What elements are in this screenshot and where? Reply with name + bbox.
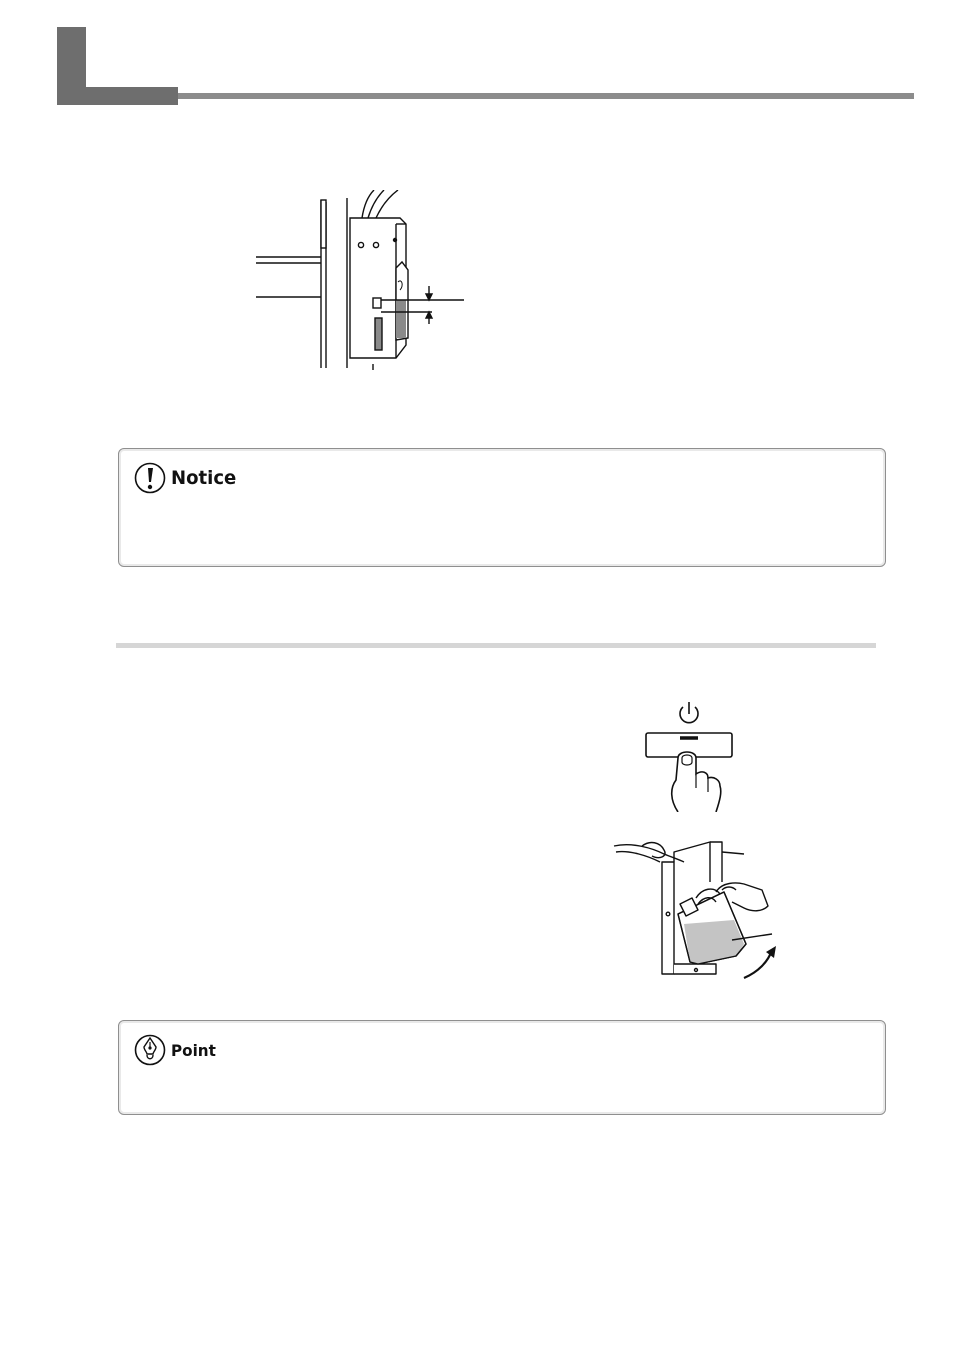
drain-bottle-removal-illustration xyxy=(612,832,780,982)
section-divider xyxy=(116,643,876,648)
chapter-tab-notch xyxy=(86,27,178,87)
notice-box xyxy=(118,448,886,567)
notice-title: Notice xyxy=(171,467,237,489)
point-box xyxy=(118,1020,886,1115)
point-title: Point xyxy=(171,1040,216,1060)
power-icon xyxy=(680,702,698,723)
power-button-illustration xyxy=(640,700,740,812)
exclamation-icon xyxy=(133,461,167,495)
header-rule xyxy=(178,93,914,99)
pen-nib-icon xyxy=(133,1033,167,1067)
drain-bottle-side-illustration xyxy=(250,190,470,375)
